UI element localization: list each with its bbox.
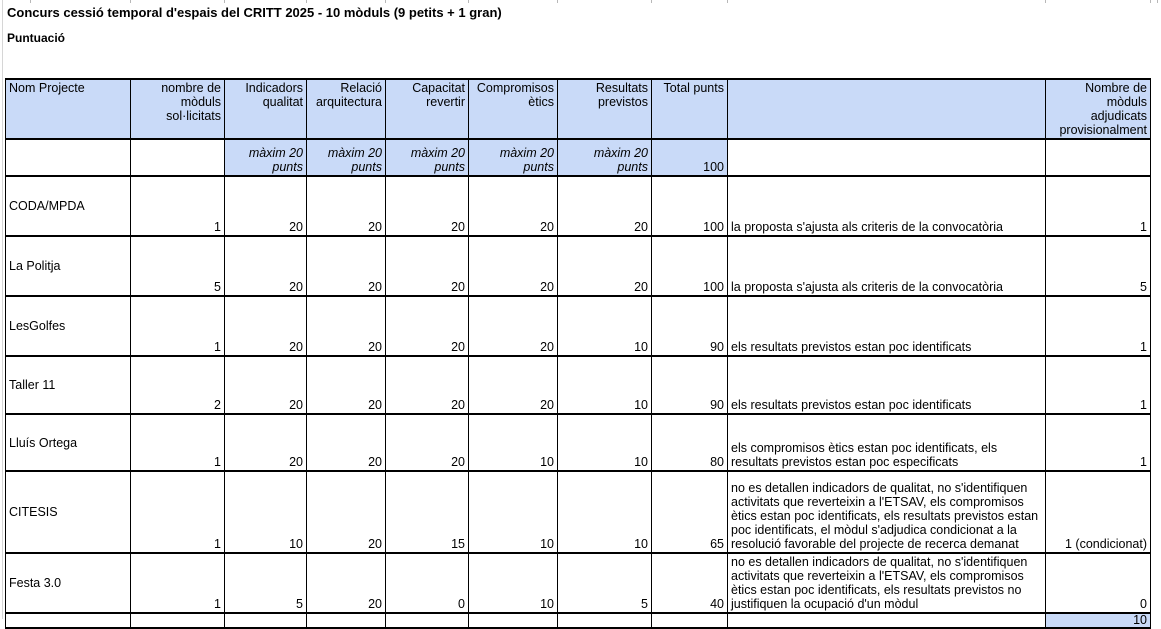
subheader-arquitectura-max[interactable]: màxim 20 punts bbox=[307, 139, 386, 176]
cell-relacio-arquitectura[interactable]: 20 bbox=[307, 471, 386, 553]
cell-comment[interactable]: no es detallen indicadors de qualitat, no s'identifiquen activitats que reverteixin a l'ETSAV, els compromisos ètics estan poc identificats, els resultats previstos no justifiquen la ocupació d'un mòdul bbox=[728, 553, 1046, 613]
header-indicadors-qualitat[interactable]: Indicadors qualitat bbox=[225, 79, 307, 139]
header-capacitat-revertir[interactable]: Capacitat revertir bbox=[386, 79, 469, 139]
cell-capacitat-revertir[interactable]: 15 bbox=[386, 471, 469, 553]
cell-compromisos-etics[interactable]: 10 bbox=[469, 553, 558, 613]
header-nom-projecte[interactable]: Nom Projecte bbox=[6, 79, 131, 139]
cell-indicadors-qualitat[interactable]: 20 bbox=[225, 296, 307, 356]
cell-comment[interactable]: no es detallen indicadors de qualitat, no s'identifiquen activitats que reverteixin a l'ETSAV, els compromisos ètics estan poc identificats, els resultats previstos estan poc identificats, el mòdul s'adjudica condicionat a la resolució favorable del projecte de recerca demanat bbox=[728, 471, 1046, 553]
cell-resultats-previstos[interactable]: 5 bbox=[558, 553, 652, 613]
cell-empty[interactable] bbox=[728, 613, 1046, 628]
cell-total-punts[interactable]: 80 bbox=[652, 414, 728, 471]
cell-capacitat-revertir[interactable]: 0 bbox=[386, 553, 469, 613]
cell-project-name[interactable]: CODA/MPDA bbox=[6, 176, 131, 236]
column-gridline-tick bbox=[306, 0, 307, 3]
sheet-subtitle: Puntuació bbox=[7, 31, 66, 45]
cell-total-punts[interactable]: 90 bbox=[652, 296, 728, 356]
subheader-previstos-max[interactable]: màxim 20 punts bbox=[558, 139, 652, 176]
column-gridline-tick bbox=[385, 0, 386, 3]
cell-moduls-adjudicats[interactable]: 1 bbox=[1046, 176, 1151, 236]
cell-comment[interactable]: els resultats previstos estan poc identificats bbox=[728, 356, 1046, 414]
cell-moduls-sollicitats[interactable]: 1 bbox=[131, 471, 225, 553]
cell-indicadors-qualitat[interactable]: 20 bbox=[225, 356, 307, 414]
cell-comment[interactable]: la proposta s'ajusta als criteris de la convocatòria bbox=[728, 236, 1046, 296]
column-gridline-tick bbox=[1045, 0, 1046, 3]
cell-project-name[interactable]: LesGolfes bbox=[6, 296, 131, 356]
cell-empty[interactable] bbox=[131, 613, 225, 628]
cell-relacio-arquitectura[interactable]: 20 bbox=[307, 553, 386, 613]
header-total-punts[interactable]: Total punts bbox=[652, 79, 728, 139]
table-row bbox=[6, 414, 1151, 471]
cell-relacio-arquitectura[interactable]: 20 bbox=[307, 236, 386, 296]
cell-moduls-sollicitats[interactable]: 1 bbox=[131, 176, 225, 236]
header-moduls-sollicitats[interactable]: nombre de mòduls sol·licitats bbox=[131, 79, 225, 139]
cell-compromisos-etics[interactable]: 20 bbox=[469, 296, 558, 356]
cell-moduls-adjudicats[interactable]: 1 bbox=[1046, 356, 1151, 414]
cell-comment[interactable]: la proposta s'ajusta als criteris de la convocatòria bbox=[728, 176, 1046, 236]
cell-total-punts[interactable]: 100 bbox=[652, 176, 728, 236]
table-row bbox=[6, 471, 1151, 553]
cell-capacitat-revertir[interactable]: 20 bbox=[386, 356, 469, 414]
cell-empty[interactable] bbox=[652, 613, 728, 628]
column-gridline-tick bbox=[1150, 0, 1151, 3]
cell-empty[interactable] bbox=[386, 613, 469, 628]
column-gridline-tick bbox=[130, 0, 131, 3]
cell-indicadors-qualitat[interactable]: 10 bbox=[225, 471, 307, 553]
cell-empty[interactable] bbox=[6, 139, 131, 176]
cell-resultats-previstos[interactable]: 10 bbox=[558, 296, 652, 356]
cell-compromisos-etics[interactable]: 20 bbox=[469, 176, 558, 236]
cell-project-name[interactable]: La Politja bbox=[6, 236, 131, 296]
cell-relacio-arquitectura[interactable]: 20 bbox=[307, 176, 386, 236]
table-row bbox=[6, 236, 1151, 296]
subheader-revertir-max[interactable]: màxim 20 punts bbox=[386, 139, 469, 176]
cell-relacio-arquitectura[interactable]: 20 bbox=[307, 356, 386, 414]
table-row bbox=[6, 296, 1151, 356]
table-row bbox=[6, 356, 1151, 414]
column-gridline-tick bbox=[468, 0, 469, 3]
cell-moduls-sollicitats[interactable]: 1 bbox=[131, 414, 225, 471]
cell-capacitat-revertir[interactable]: 20 bbox=[386, 236, 469, 296]
subheader-qualitat-max[interactable]: màxim 20 punts bbox=[225, 139, 307, 176]
cell-empty[interactable] bbox=[469, 613, 558, 628]
cell-project-name[interactable]: Lluís Ortega bbox=[6, 414, 131, 471]
cell-project-name[interactable]: Taller 11 bbox=[6, 356, 131, 414]
cell-project-name[interactable]: CITESIS bbox=[6, 471, 131, 553]
column-gridline-tick bbox=[30, 0, 31, 3]
cell-moduls-adjudicats[interactable]: 1 (condicionat) bbox=[1046, 471, 1151, 553]
cell-moduls-sollicitats[interactable]: 5 bbox=[131, 236, 225, 296]
scores-table bbox=[5, 78, 1151, 629]
column-gridline-tick bbox=[224, 0, 225, 3]
cell-total-punts[interactable]: 40 bbox=[652, 553, 728, 613]
cell-resultats-previstos[interactable]: 10 bbox=[558, 414, 652, 471]
cell-capacitat-revertir[interactable]: 20 bbox=[386, 414, 469, 471]
sheet-title: Concurs cessió temporal d'espais del CRITT 2025 - 10 mòduls (9 petits + 1 gran) bbox=[7, 5, 502, 20]
cell-resultats-previstos[interactable]: 20 bbox=[558, 176, 652, 236]
cell-compromisos-etics[interactable]: 20 bbox=[469, 356, 558, 414]
subheader-row bbox=[6, 139, 1151, 176]
header-compromisos-etics[interactable]: Compromisos ètics bbox=[469, 79, 558, 139]
header-row bbox=[6, 79, 1151, 139]
cell-capacitat-revertir[interactable]: 20 bbox=[386, 296, 469, 356]
subheader-etics-max[interactable]: màxim 20 punts bbox=[469, 139, 558, 176]
cell-moduls-sollicitats[interactable]: 1 bbox=[131, 553, 225, 613]
cell-compromisos-etics[interactable]: 10 bbox=[469, 414, 558, 471]
cell-empty[interactable] bbox=[131, 139, 225, 176]
cell-empty[interactable] bbox=[6, 613, 131, 628]
cell-resultats-previstos[interactable]: 10 bbox=[558, 471, 652, 553]
cell-indicadors-qualitat[interactable]: 20 bbox=[225, 414, 307, 471]
cell-relacio-arquitectura[interactable]: 20 bbox=[307, 414, 386, 471]
cell-empty[interactable] bbox=[225, 613, 307, 628]
cell-capacitat-revertir[interactable]: 20 bbox=[386, 176, 469, 236]
cell-comment[interactable]: els resultats previstos estan poc identificats bbox=[728, 296, 1046, 356]
cell-resultats-previstos[interactable]: 20 bbox=[558, 236, 652, 296]
cell-indicadors-qualitat[interactable]: 20 bbox=[225, 176, 307, 236]
cell-total-punts[interactable]: 90 bbox=[652, 356, 728, 414]
cell-empty[interactable] bbox=[307, 613, 386, 628]
header-relacio-arquitectura[interactable]: Relació arquitectura bbox=[307, 79, 386, 139]
subheader-total-max[interactable]: 100 bbox=[652, 139, 728, 176]
cell-moduls-adjudicats[interactable]: 0 bbox=[1046, 553, 1151, 613]
column-gridline-tick bbox=[1157, 0, 1158, 3]
cell-moduls-sollicitats[interactable]: 2 bbox=[131, 356, 225, 414]
cell-moduls-adjudicats[interactable]: 1 bbox=[1046, 296, 1151, 356]
cell-indicadors-qualitat[interactable]: 20 bbox=[225, 236, 307, 296]
header-resultats-previstos[interactable]: Resultats previstos bbox=[558, 79, 652, 139]
column-gridline-tick bbox=[557, 0, 558, 3]
table-row bbox=[6, 553, 1151, 613]
sheet-left-gridline bbox=[2, 0, 3, 619]
cell-total-punts[interactable]: 100 bbox=[652, 236, 728, 296]
cell-total-punts[interactable]: 65 bbox=[652, 471, 728, 553]
cell-indicadors-qualitat[interactable]: 5 bbox=[225, 553, 307, 613]
column-gridline-tick bbox=[727, 0, 728, 3]
cell-moduls-adjudicats[interactable]: 1 bbox=[1046, 414, 1151, 471]
table-row bbox=[6, 176, 1151, 236]
column-gridline-tick bbox=[651, 0, 652, 3]
cell-total-moduls-adjudicats[interactable]: 10 bbox=[1046, 613, 1151, 628]
cell-project-name[interactable]: Festa 3.0 bbox=[6, 553, 131, 613]
cell-relacio-arquitectura[interactable]: 20 bbox=[307, 296, 386, 356]
header-moduls-adjudicats[interactable]: Nombre de mòduls adjudicats provisionalment bbox=[1046, 79, 1151, 139]
cell-moduls-sollicitats[interactable]: 1 bbox=[131, 296, 225, 356]
total-row bbox=[6, 613, 1151, 628]
cell-resultats-previstos[interactable]: 10 bbox=[558, 356, 652, 414]
cell-compromisos-etics[interactable]: 20 bbox=[469, 236, 558, 296]
cell-empty[interactable] bbox=[1046, 139, 1151, 176]
cell-comment[interactable]: els compromisos ètics estan poc identificats, els resultats previstos estan poc especificats bbox=[728, 414, 1046, 471]
cell-compromisos-etics[interactable]: 10 bbox=[469, 471, 558, 553]
cell-empty[interactable] bbox=[728, 139, 1046, 176]
cell-moduls-adjudicats[interactable]: 5 bbox=[1046, 236, 1151, 296]
cell-empty[interactable] bbox=[558, 613, 652, 628]
header-comentaris[interactable] bbox=[728, 79, 1046, 139]
